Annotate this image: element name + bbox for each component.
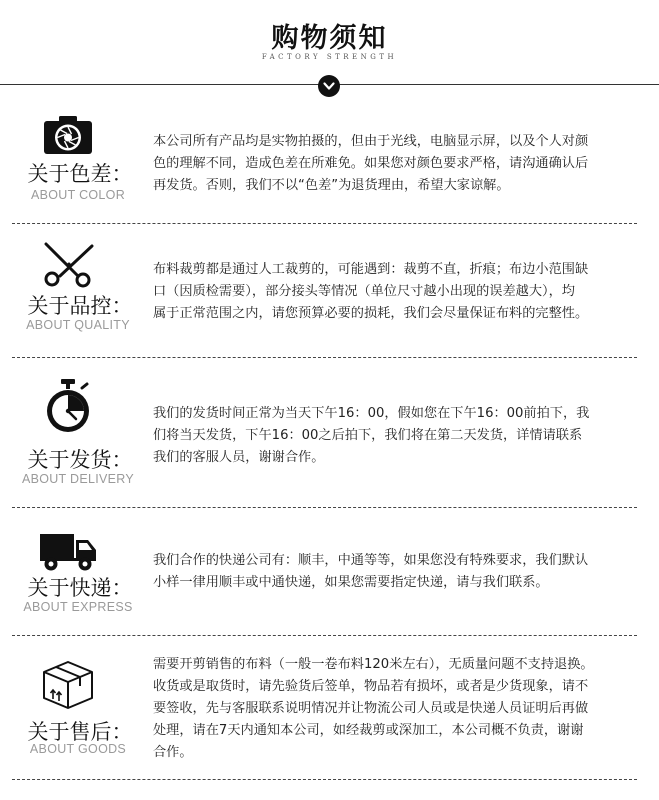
description-line: 我们的客服人员，谢谢合作。: [153, 450, 325, 465]
section-subtitle: ABOUT QUALITY: [26, 318, 130, 332]
section-title: 关于售后：: [27, 720, 133, 744]
description-line: 属于正常范围之内，请您预算必要的损耗，我们会尽量保证布料的完整性。: [153, 306, 589, 321]
section-description: [153, 550, 635, 594]
section-title: 关于快递：: [27, 576, 133, 600]
description-line: 们将当天发货，下午16：00之后拍下，我们将在第二天发货，详情请联系: [153, 428, 583, 443]
description-line: 要签收，先与客服联系说明情况并让物流公司人员或是快递人员证明后再做: [153, 701, 589, 716]
description-line: 我们的发货时间正常为当天下午16：00，假如您在下午16：00前拍下，我: [153, 406, 590, 421]
page-title: 购物须知: [271, 23, 388, 54]
description-line: 布料裁剪都是通过人工裁剪的，可能遇到：裁剪不直，折痕；布边小范围缺: [153, 262, 589, 277]
description-line: 处理，请在7天内通知本公司，如经裁剪或深加工，本公司概不负责，谢谢: [153, 723, 584, 738]
description-line: 本公司所有产品均是实物拍摄的，但由于光线，电脑显示屏，以及个人对颜: [153, 134, 589, 149]
section-title: 关于品控：: [27, 294, 133, 318]
truck-icon: [38, 528, 98, 576]
chevron-down-icon: [318, 75, 340, 97]
description-line: 收货或是取货时，请先验货后签单，物品若有损坏，或者是少货现象，请不: [153, 679, 589, 694]
section-divider: [12, 779, 637, 780]
description-line: 色的理解不同，造成色差在所难免。如果您对颜色要求严格，请沟通确认后: [153, 156, 589, 171]
description-line: 小样一律用顺丰或中通快递，如果您需要指定快递，请与我们联系。: [153, 575, 549, 590]
package-icon: [38, 656, 98, 710]
description-line: 再发货。否则，我们不以“色差”为退货理由，希望大家谅解。: [153, 178, 510, 193]
section-subtitle: ABOUT GOODS: [29, 742, 127, 756]
section-goods: [12, 636, 637, 780]
section-quality: [12, 224, 637, 358]
page-header: [0, 0, 659, 100]
section-title: 关于发货：: [27, 448, 133, 472]
section-subtitle: ABOUT COLOR: [30, 188, 126, 202]
section-description: [153, 259, 635, 325]
section-description: [153, 403, 635, 469]
section-subtitle: ABOUT EXPRESS: [23, 600, 133, 614]
section-title: 关于色差：: [27, 162, 133, 186]
section-delivery: [12, 358, 637, 508]
section-description: [153, 654, 635, 764]
section-color: [12, 100, 637, 224]
description-line: 口（因质检需要），部分接头等情况（单位尺寸越小出现的误差越大），均: [153, 284, 575, 299]
section-subtitle: ABOUT DELIVERY: [21, 472, 135, 486]
scissors-icon: [38, 240, 98, 288]
section-express: [12, 508, 637, 636]
description-line: 需要开剪销售的布料（一般一卷布料120米左右），无质量问题不支持退换。: [153, 657, 594, 672]
stopwatch-icon: [38, 378, 98, 436]
section-description: [153, 131, 635, 197]
description-line: 我们合作的快递公司有：顺丰，中通等等，如果您没有特殊要求，我们默认: [153, 553, 589, 568]
camera-icon: [38, 112, 98, 160]
page-subtitle: FACTORY STRENGTH: [261, 53, 398, 61]
description-line: 合作。: [153, 745, 193, 760]
